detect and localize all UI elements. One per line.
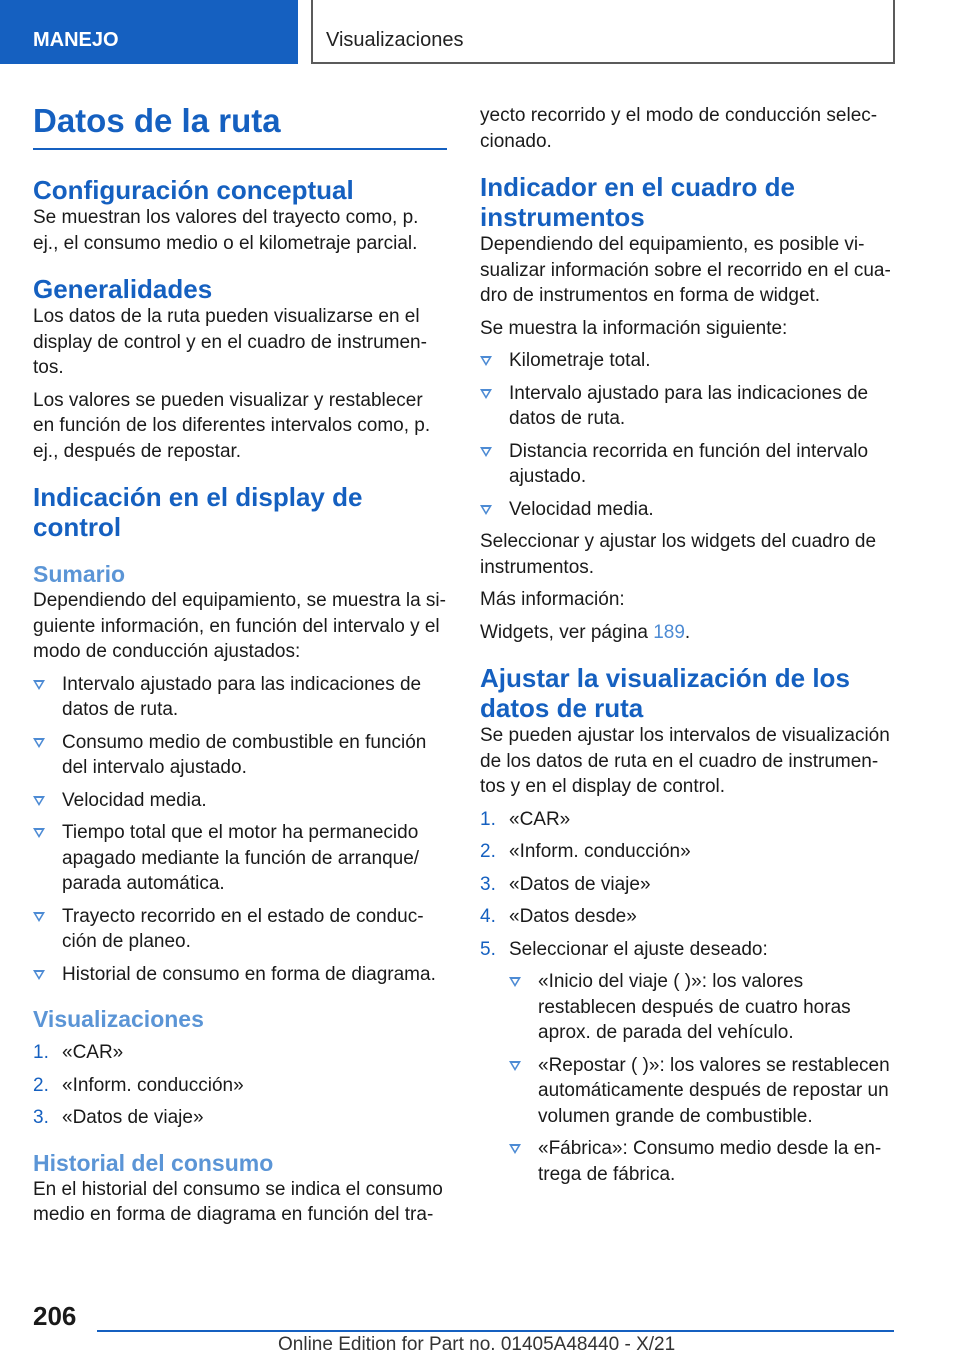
paragraph: Dependiendo del equipamiento, se muestra la si-guiente información, en función del intervalo y el modo de conducción ajustados: xyxy=(33,590,446,662)
heading-configuracion: Configuración conceptual xyxy=(33,175,354,205)
triangle-bullet-icon xyxy=(480,505,492,515)
triangle-bullet-icon xyxy=(480,356,492,366)
heading-historial: Historial del consumo xyxy=(33,1149,274,1176)
list-item: «Fábrica»: Consumo medio desde la en-trega de fábrica. xyxy=(509,1136,896,1187)
paragraph: Se pueden ajustar los intervalos de visualización de los datos de ruta en el cuadro de instrumen-tos y en el display de control. xyxy=(480,725,890,797)
triangle-bullet-icon xyxy=(480,447,492,457)
visualizaciones-steps xyxy=(33,1040,447,1131)
paragraph: En el historial del consumo se indica el consumo medio en forma de diagrama en función del tra- xyxy=(33,1178,443,1225)
triangle-bullet-icon xyxy=(33,796,45,806)
heading-sumario: Sumario xyxy=(33,561,126,587)
paragraph: Dependiendo del equipamiento, es posible vi-sualizar información sobre el recorrido en el cua-dro de instrumentos en forma de widget. xyxy=(480,234,891,306)
list-item: Intervalo ajustado para las indicaciones de datos de ruta. xyxy=(33,672,447,723)
list-item: Tiempo total que el motor ha permanecido apagado mediante la función de arranque/ parada automática. xyxy=(33,820,447,897)
heading-ajustar: Ajustar la visualización de los datos de ruta xyxy=(480,663,850,723)
list-item: Intervalo ajustado para las indicaciones de datos de ruta. xyxy=(480,381,896,432)
list-item: Consumo medio de combustible en función del intervalo ajustado. xyxy=(33,730,447,781)
step-item: 1. «CAR» xyxy=(480,808,571,830)
heading-generalidades: Generalidades xyxy=(33,274,213,304)
step-item: 2. «Inform. conducción» xyxy=(480,841,691,862)
list-item: Kilometraje total. xyxy=(480,348,896,374)
heading-visualizaciones: Visualizaciones xyxy=(33,1006,204,1032)
footer-rule xyxy=(97,1330,894,1332)
heading-indicador-cuadro: Indicador en el cuadro de instrumentos xyxy=(480,172,795,232)
ajuste-options xyxy=(509,969,896,1187)
list-item: «Inicio del viaje ( )»: los valores restablecen después de cuatro horas aprox. de parada del vehículo. xyxy=(509,969,896,1046)
chapter-tab: Visualizaciones xyxy=(311,0,895,64)
triangle-bullet-icon xyxy=(509,977,521,987)
list-item: Velocidad media. xyxy=(33,788,447,814)
cross-reference: Widgets, ver página 189. xyxy=(480,621,691,643)
sumario-list xyxy=(33,672,447,988)
triangle-bullet-icon xyxy=(33,912,45,922)
list-item: «Repostar ( )»: los valores se restablecen automáticamente después de repostar un volumen grande de combustible. xyxy=(509,1053,896,1130)
step-item: 4. «Datos desde» xyxy=(480,906,637,927)
paragraph: Los valores se pueden visualizar y restablecer en función de los diferentes intervalos como, p. ej., después de repostar. xyxy=(33,389,431,462)
step-item: 3. «Datos de viaje» xyxy=(33,1107,204,1128)
paragraph: Se muestra la información siguiente: xyxy=(480,317,788,339)
right-column xyxy=(480,103,896,1187)
triangle-bullet-icon xyxy=(33,970,45,980)
heading-indicacion-display: Indicación en el display de control xyxy=(33,482,363,542)
triangle-bullet-icon xyxy=(33,738,45,748)
list-item: Trayecto recorrido en el estado de conduc-ción de planeo. xyxy=(33,904,447,955)
step-item: 2. «Inform. conducción» xyxy=(33,1074,244,1096)
paragraph: yecto recorrido y el modo de conducción selec-cionado. xyxy=(480,105,878,152)
page-number: 206 xyxy=(33,1301,77,1331)
step-item: 5. Seleccionar el ajuste deseado: «Inicio del viaje ( )»: los valores restablecen después de cuatro horas aprox. de parada del vehículo. «Repostar ( )»: los valores se restablecen automáticamente después de repostar un volumen grande de combustible. «Fábrica»: Consumo medio desde la en-trega de fábrica. xyxy=(480,937,896,1188)
triangle-bullet-icon xyxy=(509,1144,521,1154)
triangle-bullet-icon xyxy=(33,828,45,838)
triangle-bullet-icon xyxy=(33,680,45,690)
triangle-bullet-icon xyxy=(480,389,492,399)
paragraph: Se muestran los valores del trayecto como, p. ej., el consumo medio o el kilometraje parcial. xyxy=(33,207,419,254)
step-item: 1. «CAR» xyxy=(33,1042,124,1063)
section-tab: MANEJO xyxy=(0,0,298,64)
list-item: Distancia recorrida en función del intervalo ajustado. xyxy=(480,439,896,490)
paragraph: Más información: xyxy=(480,589,625,610)
paragraph: Seleccionar y ajustar los widgets del cuadro de instrumentos. xyxy=(480,531,877,578)
left-column xyxy=(33,100,447,1228)
ajustar-steps xyxy=(480,807,896,1188)
triangle-bullet-icon xyxy=(509,1061,521,1071)
paragraph: Los datos de la ruta pueden visualizarse en el display de control y en el cuadro de instrumen-tos. xyxy=(33,306,427,378)
list-item: Historial de consumo en forma de diagrama. xyxy=(33,962,447,988)
page-title: Datos de la ruta xyxy=(33,100,447,150)
indicador-list xyxy=(480,348,896,522)
page-link[interactable]: 189 xyxy=(653,621,685,643)
step-item: 3. «Datos de viaje» xyxy=(480,873,651,895)
list-item: Velocidad media. xyxy=(480,497,896,523)
edition-footer: Online Edition for Part no. 01405A48440 - X/21 xyxy=(278,1334,676,1355)
